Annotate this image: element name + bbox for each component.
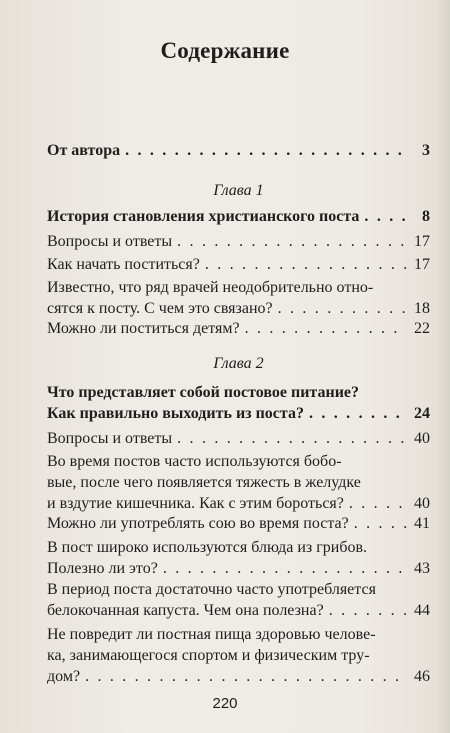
toc-page-number: 43: [414, 560, 430, 577]
toc-entry: [47, 624, 430, 687]
toc-entry-line: [47, 140, 430, 161]
toc-entry-text: В пост широко используются блюда из грибов.: [47, 539, 368, 556]
toc-entry-line: [47, 600, 430, 621]
dot-leader: [245, 318, 407, 339]
toc-entry-line: [47, 428, 430, 449]
page-title: Содержание: [160, 38, 290, 63]
toc-page-number: 3: [422, 142, 430, 159]
toc-entry-text: Как начать поститься?: [47, 256, 200, 273]
toc-entry: [47, 537, 430, 579]
toc-entry-line: [47, 645, 430, 666]
toc-page-number: 40: [414, 495, 430, 512]
toc-entry-line: [47, 493, 430, 514]
toc-entry-line: [47, 537, 430, 558]
toc-entry-text: белокочанная капуста. Чем она полезна?: [47, 602, 324, 619]
toc-entry-text: Что представляет собой постовое питание?: [47, 384, 360, 401]
dot-leader: [354, 513, 407, 534]
toc-entry-line: [47, 666, 430, 687]
toc-page-number: 18: [414, 300, 430, 317]
toc-entry-text: вые, после чего появляется тяжесть в желудке: [47, 474, 361, 491]
toc-entry-text: Вопросы и ответы: [47, 430, 173, 447]
toc-entry-text: ка, занимающегося спортом и физическим тру-: [47, 647, 370, 664]
toc-entry: [47, 451, 430, 514]
toc-entry-text: Полезно ли это?: [47, 560, 158, 577]
page-number: 220: [212, 695, 238, 712]
toc-entry: [47, 254, 430, 275]
dot-leader: [205, 254, 407, 275]
dot-leader: [278, 298, 407, 319]
toc-page-number: 17: [414, 233, 430, 250]
toc-entry-line: [47, 254, 430, 275]
toc-entry: [47, 513, 430, 534]
dot-leader: [309, 403, 407, 424]
dot-leader: [349, 493, 407, 514]
toc-page-number: 44: [414, 602, 430, 619]
toc-entry-line: [47, 624, 430, 645]
dot-leader: [125, 140, 407, 161]
toc-entry-line: [47, 277, 430, 298]
toc-page-number: 8: [422, 208, 430, 225]
toc-page-number: 24: [414, 405, 430, 422]
toc-entry: [47, 277, 430, 319]
dot-leader: [177, 428, 407, 449]
toc-entry-line: [47, 298, 430, 319]
toc-entry-text: Как правильно выходить из поста?: [47, 405, 304, 422]
toc-entry-line: [47, 382, 430, 403]
toc-page-number: 17: [414, 256, 430, 273]
toc-entry-text: Вопросы и ответы: [47, 233, 173, 250]
toc-page-number: 46: [414, 668, 430, 685]
dot-leader: [329, 600, 407, 621]
toc-entry: [47, 428, 430, 449]
toc-entry-line: [47, 206, 430, 227]
page-edge-shadow: [436, 0, 450, 733]
dot-leader: [163, 558, 407, 579]
toc-entry-text: и вздутие кишечника. Как с этим бороться?: [47, 495, 344, 512]
toc-entry-line: [47, 231, 430, 252]
toc-entry-line: [47, 472, 430, 493]
toc-entry: [47, 382, 430, 424]
dot-leader: [85, 666, 407, 687]
toc-entry-text: История становления христианского поста: [47, 208, 360, 225]
dot-leader: [364, 206, 407, 227]
chapter-heading: Глава 2: [213, 355, 264, 372]
dot-leader: [177, 231, 407, 252]
toc-entry-line: [47, 513, 430, 534]
toc-page-number: 41: [414, 515, 430, 532]
toc-page-number: 40: [414, 430, 430, 447]
toc-entry-line: [47, 558, 430, 579]
chapter-heading: Глава 1: [213, 182, 264, 199]
toc-entry-text: сятся к посту. С чем это связано?: [47, 300, 273, 317]
toc-entry-text: Не повредит ли постная пища здоровью челове-: [47, 626, 376, 643]
toc-entry-text: От автора: [47, 142, 121, 159]
toc-entry-text: Известно, что ряд врачей неодобрительно отно-: [47, 279, 374, 296]
toc-entry-line: [47, 318, 430, 339]
toc-entry-text: Можно ли употреблять сою во время поста?: [47, 515, 349, 532]
toc-entry-line: [47, 403, 430, 424]
toc-entry-line: [47, 579, 430, 600]
toc-entry-text: В период поста достаточно часто употребляется: [47, 581, 376, 598]
toc-entry-text: Во время постов часто используются бобо-: [47, 453, 342, 470]
toc-entry: [47, 140, 430, 161]
toc-entry-text: Можно ли поститься детям?: [47, 320, 240, 337]
toc-entry: [47, 231, 430, 252]
toc-entry-line: [47, 451, 430, 472]
toc-entry: [47, 206, 430, 227]
toc-entry-text: дом?: [47, 668, 81, 685]
toc-entry: [47, 579, 430, 621]
toc-page-number: 22: [414, 320, 430, 337]
toc-entry: [47, 318, 430, 339]
